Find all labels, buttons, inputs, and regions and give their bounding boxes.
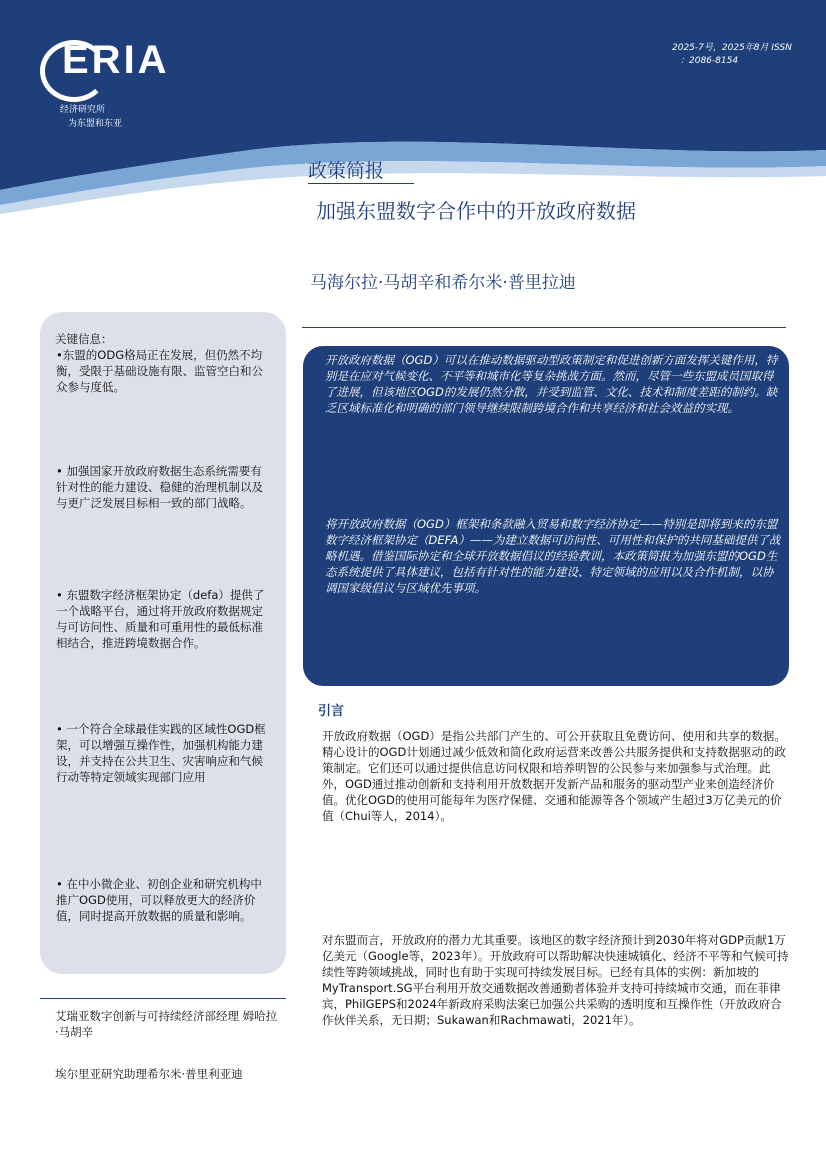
introduction-paragraph-2: 对东盟而言，开放政府的潜力尤其重要。该地区的数字经济预计到2030年将对GDP贡献1万亿美元（Google等，2023年）。开放政府可以帮助解决快速城镇化、经济不平等和气候可持续性等跨领域挑战，同时也有助于实现可持续发展目标。已经有具体的实例：新加坡的MyTransport.SG平台利用开放交通数据改善通勤者体验并支持可持续城市交通，而在菲律宾，PhilGEPS和2024年新政府采购法案已加强公共采购的透明度和互操作性（开放政府合作伙伴关系，无日期；Sukawan和Rachmawati，2021年）。 <box>322 933 789 1027</box>
key-message-item: • 东盟数字经济框架协定（defa）提供了一个战略平台，通过将开放政府数据规定与可访问性、质量和可重用性的最低标准相结合，推进跨境数据合作。 <box>56 588 265 650</box>
document-title: 加强东盟数字合作中的开放政府数据 <box>316 199 636 223</box>
issue-info-line2: ：2086-8154 <box>680 56 739 66</box>
policy-brief-label: 政策简报 <box>308 160 414 184</box>
issue-info-line1: 2025-7号，2025年8月 ISSN <box>672 43 792 53</box>
authors-line: 马海尔拉·马胡辛和希尔米·普里拉迪 <box>310 273 576 293</box>
summary-paragraph-2: 将开放政府数据（OGD）框架和条款融入贸易和数字经济协定——特别是即将到来的东盟数字经济框架协定（DEFA）——为建立数据可访问性、可用性和保护的共同基础提供了战略机遇。借鉴国际协定和全球开放数据倡议的经验教训，本政策简报为加强东盟的OGD生态系统提供了具体建议，包括有针对性的能力建设、特定领域的应用以及合作机制，以协调国家级倡议与区域优先事项。 <box>325 517 781 595</box>
contributor-1: 艾瑞亚数字创新与可持续经济部经理 姆哈拉·马胡辛 <box>55 1009 278 1039</box>
summary-box <box>303 346 789 686</box>
sidebar-divider <box>40 998 286 999</box>
key-message-item: • 在中小微企业、初创企业和研究机构中推广OGD使用，可以释放更大的经济价值，同时提高开放数据的质量和影响。 <box>56 877 262 923</box>
title-divider <box>302 327 786 328</box>
introduction-paragraph-1: 开放政府数据（OGD）是指公共部门产生的、可公开获取且免费访问、使用和共享的数据。精心设计的OGD计划通过减少低效和简化政府运营来改善公共服务提供和支持数据驱动的政策制定。它们还可以通过提供信息访问权限和培养明智的公民参与来加强参与式治理。此外，OGD通过推动创新和支持利用开放数据开发新产品和服务的驱动型产业来创造经济价值。优化OGD的使用可能每年为医疗保健、交通和能源等各个领域产生超过3万亿美元的价值（Chui等人，2014）。 <box>322 729 786 823</box>
header-wave-graphic <box>0 0 826 220</box>
introduction-heading: 引言 <box>318 704 345 719</box>
logo-subtitle-line1: 经济研究所 <box>60 105 106 115</box>
summary-paragraph-1: 开放政府数据（OGD）可以在推动数据驱动型政策制定和促进创新方面发挥关键作用，特别是在应对气候变化、不平等和城市化等复杂挑战方面。然而，尽管一些东盟成员国取得了进展，但该地区OGD的发展仍然分散，并受到监管、文化、技术和制度差距的制约。缺乏区域标准化和明确的部门领导继续限制跨境合作和共享经济和社会效益的实现。 <box>325 353 778 415</box>
key-message-item: • 加强国家开放政府数据生态系统需要有针对性的能力建设、稳健的治理机制以及与更广泛发展目标相一致的部门战略。 <box>56 464 263 510</box>
key-messages-heading: 关键信息： <box>55 332 113 346</box>
key-message-item: • 一个符合全球最佳实践的区域性OGD框架，可以增强互操作性，加强机构能力建设，并支持在公共卫生、灾害响应和气候行动等特定领域实现部门应用 <box>56 722 266 784</box>
header-banner <box>0 0 826 220</box>
key-message-item: •东盟的ODG格局正在发展，但仍然不均衡，受限于基础设施有限、监管空白和公众参与度低。 <box>56 348 263 394</box>
contributor-2: 埃尔里亚研究助理希尔米·普里利亚迪 <box>55 1067 243 1081</box>
eria-logo: ERIA <box>62 38 170 82</box>
logo-subtitle-line2: 为东盟和东亚 <box>68 119 123 129</box>
